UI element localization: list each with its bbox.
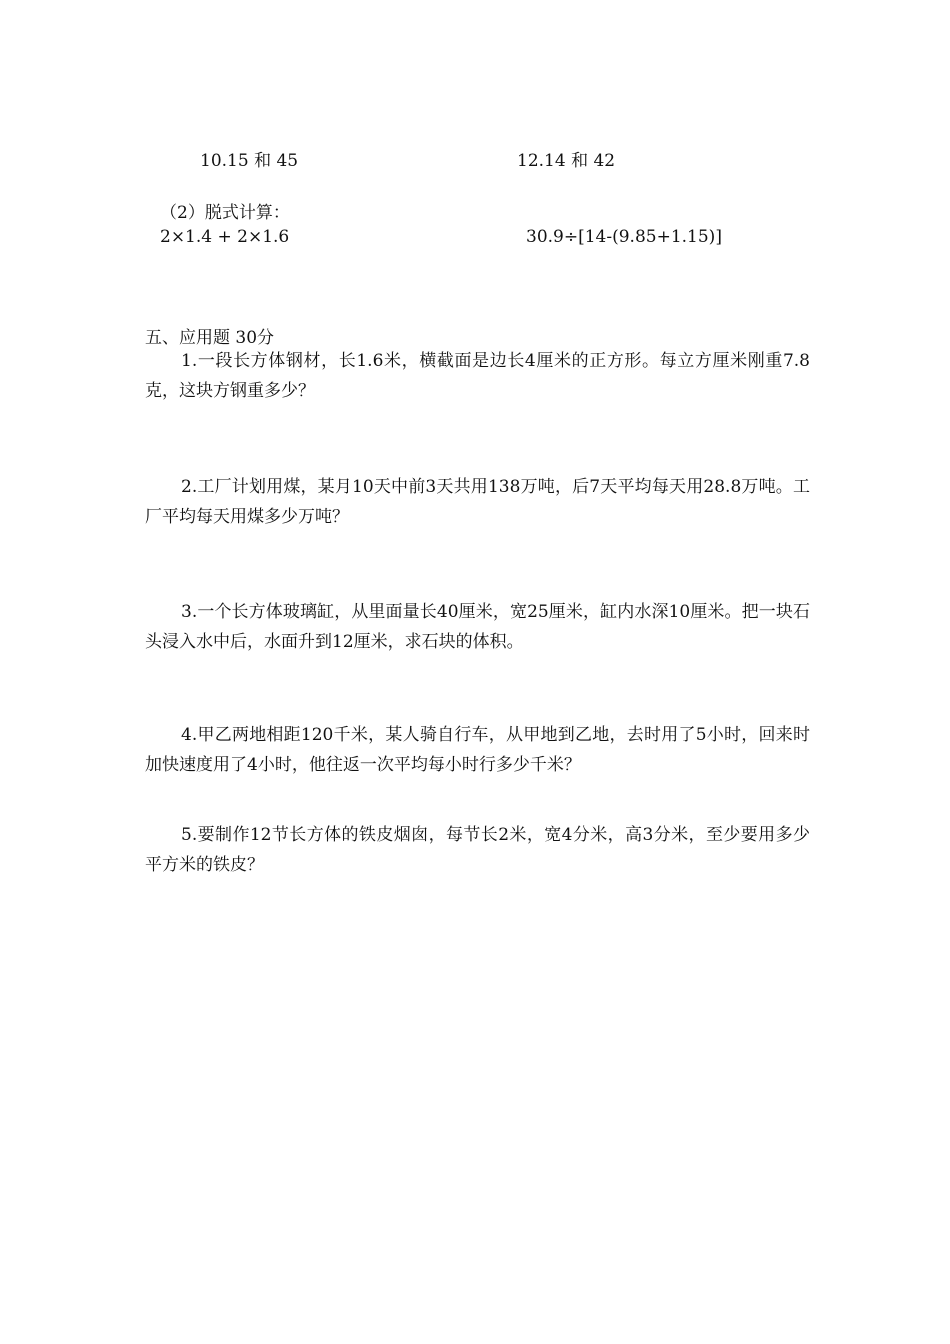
- calc-expression-right: 30.9÷[14-(9.85+1.15)]: [526, 227, 722, 247]
- problem-5: 5.要制作12节长方体的铁皮烟囱，每节长2米，宽4分米，高3分米，至少要用多少平方米的铁皮？: [145, 825, 810, 875]
- problem-3: 3.一个长方体玻璃缸，从里面量长40厘米，宽25厘米，缸内水深10厘米。把一块石头浸入水中后，水面升到12厘米，求石块的体积。: [145, 602, 810, 652]
- gcd-pair-right: 12.14 和 42: [517, 151, 616, 171]
- problem-2: 2.工厂计划用煤，某月10天中前3天共用138万吨，后7天平均每天用28.8万吨。工厂平均每天用煤多少万吨？: [145, 477, 810, 527]
- problem-1: 1.一段长方体钢材，长1.6米，横截面是边长4厘米的正方形。每立方厘米刚重7.8克，这块方钢重多少？: [145, 351, 810, 401]
- problem-4: 4.甲乙两地相距120千米，某人骑自行车，从甲地到乙地，去时用了5小时，回来时加快速度用了4小时，他往返一次平均每小时行多少千米？: [145, 725, 810, 775]
- calc-expression-left: 2×1.4 + 2×1.6: [160, 227, 290, 247]
- gcd-pair-left: 10.15 和 45: [200, 151, 299, 171]
- section-heading: 五、应用题 30分: [145, 328, 275, 348]
- calc-heading: （2）脱式计算：: [160, 203, 290, 223]
